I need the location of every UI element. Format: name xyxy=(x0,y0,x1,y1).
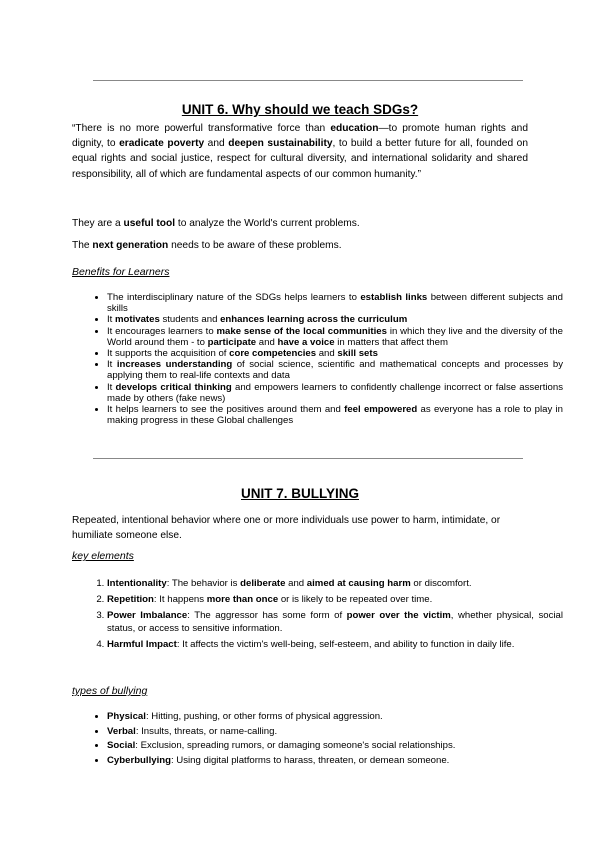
text-run: It xyxy=(107,314,115,326)
unit7-title: UNIT 7. BULLYING xyxy=(240,486,359,501)
bold-text: make sense of the local communities xyxy=(216,325,387,337)
list-item xyxy=(107,326,563,348)
text-run: and xyxy=(204,138,229,150)
types-heading: types of bullying xyxy=(72,685,148,697)
bullying-definition xyxy=(72,513,528,543)
text-run: —to promote human rights and dignity, to xyxy=(72,123,528,150)
list-item xyxy=(107,638,563,651)
benefits-list xyxy=(72,292,563,426)
bold-text: feel empowered xyxy=(344,404,418,416)
text-run: They are a xyxy=(72,218,124,229)
text-run: : Hitting, pushing, or other forms of physical aggression. xyxy=(145,711,383,722)
text-run: It encourages learners to xyxy=(107,325,217,337)
text-run: : Using digital platforms to harass, threaten, or demean someone. xyxy=(170,754,450,766)
text-run: It helps learners to see the positives around them and xyxy=(107,404,345,416)
bold-text: deliberate xyxy=(240,578,286,589)
text-run: of social science, scientific and mathematical concepts and processes by applying them to real-life contexts and data xyxy=(107,359,563,382)
text-run: between different subjects and skills xyxy=(107,292,563,315)
bold-text: motivates xyxy=(115,314,160,326)
text-run: : It happens xyxy=(153,594,207,605)
bold-text: Repetition xyxy=(107,594,154,605)
text-run: It supports the acquisition of xyxy=(107,348,230,360)
bold-text: next generation xyxy=(92,240,169,251)
bold-text: Cyberbullying xyxy=(107,754,171,766)
bold-text: Social xyxy=(107,740,136,752)
text-run: students and xyxy=(159,314,221,326)
bold-text: establish links xyxy=(360,292,428,303)
text-run: to analyze the World's current problems. xyxy=(175,218,360,229)
bold-text: Intentionality xyxy=(107,578,167,589)
bold-text: Verbal xyxy=(107,725,136,737)
text-run: as everyone has a role to play in making progress in these Global challenges xyxy=(107,404,564,427)
text-run: : The behavior is xyxy=(166,578,241,589)
bold-text: education xyxy=(330,123,379,134)
types-list xyxy=(72,711,563,769)
text-run: and xyxy=(256,336,278,348)
list-item xyxy=(107,359,563,381)
list-item xyxy=(107,348,563,359)
text-run: It xyxy=(107,381,116,393)
bold-text: skill sets xyxy=(337,348,378,360)
list-item xyxy=(107,292,563,314)
bold-text: eradicate poverty xyxy=(119,138,205,150)
text-run: needs to be aware of these problems. xyxy=(168,240,342,251)
list-item xyxy=(107,711,563,724)
bold-text: have a voice xyxy=(277,336,335,348)
text-run: It xyxy=(107,359,117,371)
text-run: or discomfort. xyxy=(410,578,472,589)
key-elements-list xyxy=(72,577,563,654)
text-run: : It affects the victim's well-being, self-esteem, and ability to function in daily life. xyxy=(176,639,515,650)
text-run: and xyxy=(316,348,338,360)
list-item xyxy=(107,404,563,426)
text-run: or is likely to be repeated over time. xyxy=(278,594,433,605)
next-generation-line xyxy=(72,238,528,253)
list-item xyxy=(107,577,563,590)
bold-text: Power Imbalance xyxy=(107,610,188,621)
list-item xyxy=(107,755,563,768)
benefits-heading: Benefits for Learners xyxy=(72,266,170,278)
text-run: The interdisciplinary nature of the SDGs helps learners to xyxy=(107,292,361,303)
text-run: in matters that affect them xyxy=(334,336,448,348)
list-item xyxy=(107,382,563,404)
useful-tool-line xyxy=(72,216,528,231)
bold-text: increases understanding xyxy=(116,359,233,371)
bold-text: aimed at causing harm xyxy=(306,578,411,589)
text-run: and xyxy=(285,578,307,589)
bold-text: deepen sustainability xyxy=(228,138,333,150)
text-run: and empowers learners to confidently challenge incorrect or false assertions made by others (fake news) xyxy=(107,381,563,404)
unit6-title: UNIT 6. Why should we teach SDGs? xyxy=(181,102,419,117)
text-run: Repeated, intentional behavior where one or more individuals use power to harm, intimidate, or humiliate someone else. xyxy=(72,515,501,542)
text-run: : Insults, threats, or name-calling. xyxy=(135,725,278,737)
middle-divider xyxy=(93,458,523,459)
bold-text: core competencies xyxy=(229,348,317,360)
text-run: “There is no more powerful transformative force than xyxy=(72,123,331,134)
bold-text: more than once xyxy=(206,594,279,605)
list-item xyxy=(107,593,563,606)
list-item xyxy=(107,740,563,753)
text-run: : Exclusion, spreading rumors, or damaging someone's social relationships. xyxy=(135,740,456,752)
bold-text: power over the victim xyxy=(346,610,451,621)
key-elements-heading: key elements xyxy=(72,550,134,562)
text-run: , to build a better future for all, founded on equal rights and social justice, respect for cultural diversity, and international solidarity and shared responsibility, all of which are fundamental aspects of our common humanity.” xyxy=(72,138,528,180)
bold-text: participate xyxy=(207,336,257,348)
bold-text: enhances learning across the curriculum xyxy=(220,314,408,326)
bold-text: Physical xyxy=(107,711,146,722)
bold-text: useful tool xyxy=(123,218,176,229)
text-run: in which they live and the diversity of the World around them - to xyxy=(107,325,563,348)
list-item xyxy=(107,609,563,635)
text-run: The xyxy=(72,240,93,251)
unit6-quote xyxy=(72,121,528,182)
bold-text: Harmful Impact xyxy=(107,639,177,650)
text-run: , whether physical, social status, or access to sensitive information. xyxy=(107,610,563,634)
list-item xyxy=(107,314,563,325)
bold-text: develops critical thinking xyxy=(115,381,232,393)
top-divider xyxy=(93,80,523,81)
list-item xyxy=(107,726,563,739)
text-run: : The aggressor has some form of xyxy=(187,610,347,621)
